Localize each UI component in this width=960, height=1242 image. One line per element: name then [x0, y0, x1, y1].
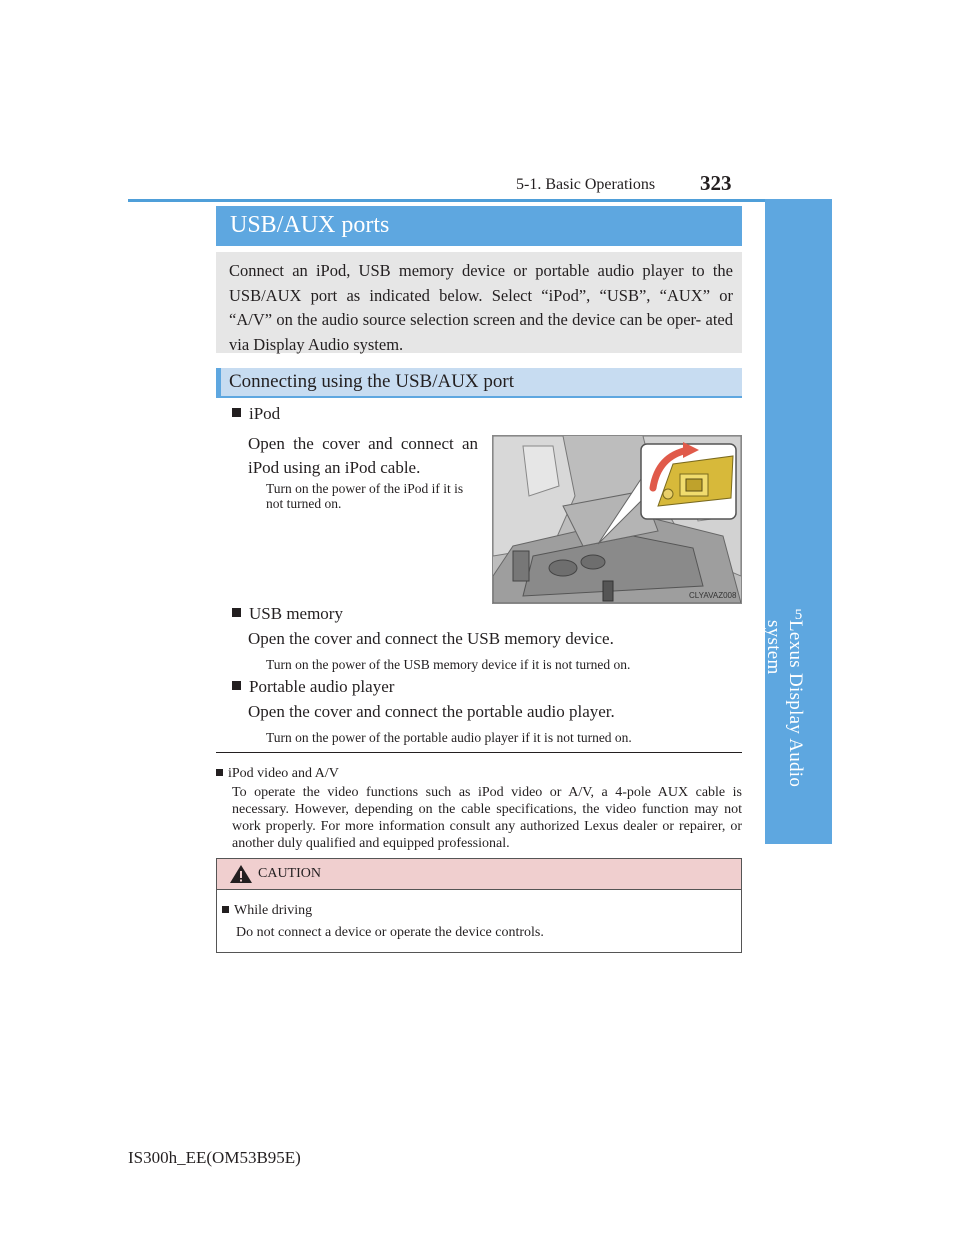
console-usb-port-illustration	[492, 435, 742, 604]
item-body-usb: Open the cover and connect the USB memory device.	[248, 629, 614, 648]
item-heading-text: USB memory	[249, 604, 343, 623]
caution-body: Do not connect a device or operate the device controls.	[236, 925, 544, 940]
item-body-portable: Open the cover and connect the portable audio player.	[248, 702, 615, 721]
info-heading-text: iPod video and A/V	[228, 766, 339, 781]
section-reference: 5-1. Basic Operations	[516, 176, 656, 193]
section-separator	[216, 752, 742, 753]
section-title: USB/AUX ports	[230, 212, 390, 238]
info-body: To operate the video functions such as iPod video or A/V, a 4-pole AUX cable is necessary. However, depending on the cable specifications, the video function may not work properly. For more information consult any authorized Lexus dealer or repairer, or another duly qualified and equipped professional.	[232, 785, 742, 851]
item-note-ipod: Turn on the power of the iPod if it is not turned on.	[266, 481, 464, 511]
caution-heading-text: While driving	[234, 903, 313, 918]
item-heading-text: iPod	[249, 404, 281, 423]
item-heading-usb	[232, 604, 343, 624]
item-note-portable: Turn on the power of the portable audio player if it is not turned on.	[266, 730, 632, 745]
item-heading-portable	[232, 677, 394, 697]
subsection-rule	[216, 396, 742, 398]
bullet-square-icon	[216, 769, 223, 776]
chapter-number: 5	[794, 607, 803, 623]
page-number: 323	[700, 171, 732, 195]
item-body-ipod: Open the cover and connect an iPod using an iPod cable.	[248, 434, 478, 477]
bullet-square-icon	[232, 408, 241, 417]
bullet-square-icon	[222, 906, 229, 913]
chapter-title: Lexus Display Audio system	[763, 620, 806, 788]
info-heading	[216, 766, 339, 782]
caution-heading	[222, 903, 312, 919]
intro-text: Connect an iPod, USB memory device or portable audio player to the USB/AUX port as indicated below. Select “iPod”, “USB”, “AUX” or “A/V” on the audio source selection screen and the device can be oper- ated via Display Audio system.	[229, 261, 733, 354]
item-note-usb: Turn on the power of the USB memory device if it is not turned on.	[266, 657, 631, 672]
bullet-square-icon	[232, 608, 241, 617]
figure-code: CLYAVAZ008	[689, 591, 737, 600]
warning-triangle-icon	[229, 864, 253, 889]
subsection-title: Connecting using the USB/AUX port	[229, 371, 514, 392]
caution-label: CAUTION	[258, 866, 321, 881]
console-illustration-svg	[493, 436, 741, 603]
item-heading-ipod	[232, 404, 280, 424]
item-heading-text: Portable audio player	[249, 677, 395, 696]
header-rule	[128, 199, 832, 202]
bullet-square-icon	[232, 681, 241, 690]
footer-model-code: IS300h_EE(OM53B95E)	[128, 1148, 301, 1167]
